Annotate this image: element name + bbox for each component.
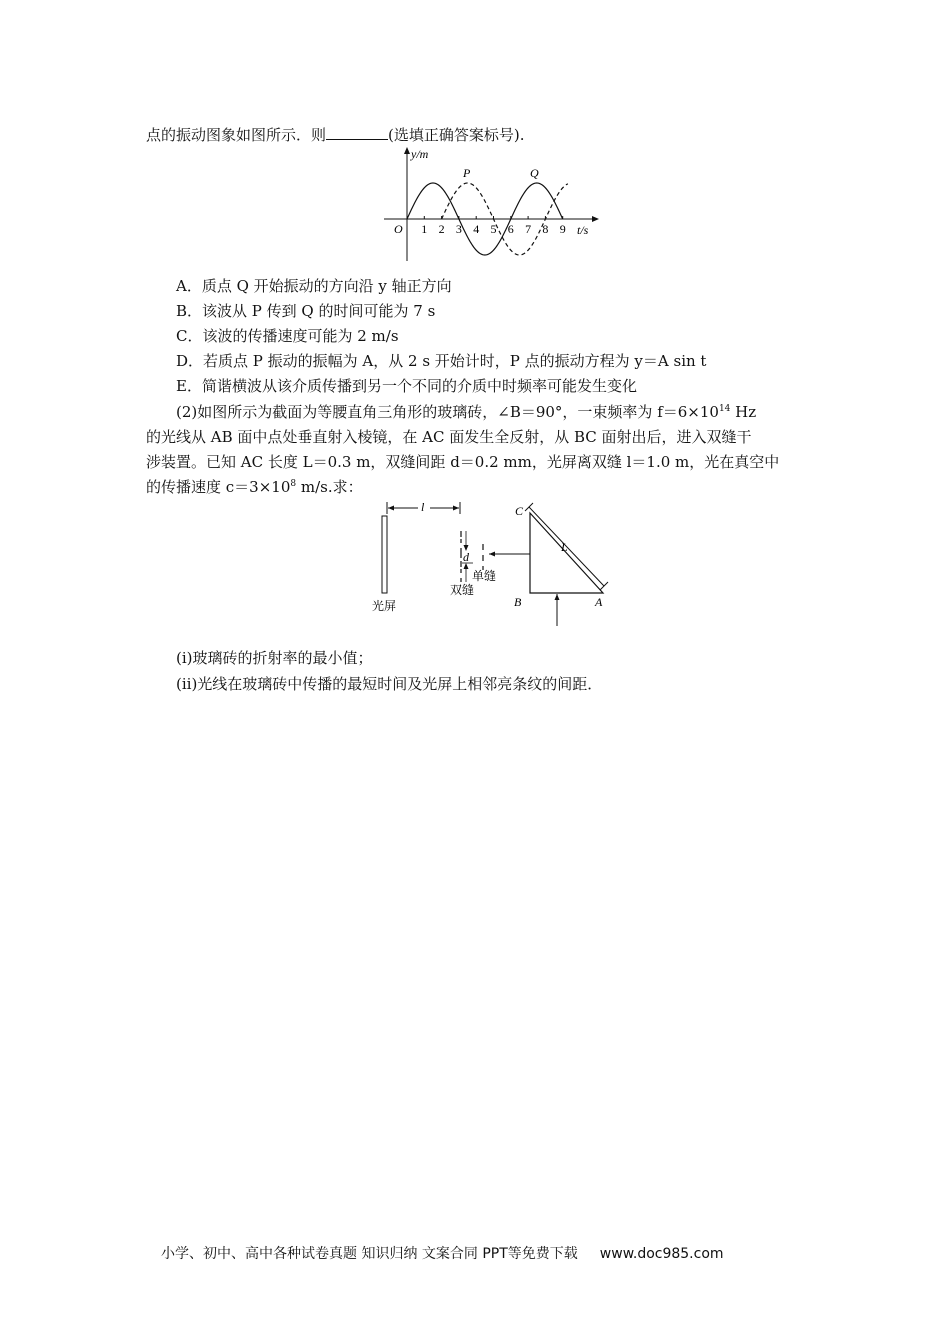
incident-ray-arrow: [555, 594, 560, 600]
vertex-b-label: B: [514, 595, 522, 609]
part2-line-4: [146, 476, 363, 498]
footer-url[interactable]: www.doc985.com: [599, 1246, 724, 1262]
tick-label-9: 9: [559, 222, 566, 236]
intro-line: [146, 124, 525, 146]
curve-label-q: Q: [530, 166, 539, 180]
tick-label-3: 3: [455, 222, 462, 236]
part2-line-1: [176, 401, 756, 423]
part2-line-2: 的光线从 AB 面中点处垂直射入棱镜，在 AC 面发生全反射，从 BC 面射出后，进入双缝干: [146, 428, 752, 446]
t-axis-label: t/s: [577, 223, 589, 237]
screen-label: 光屏: [372, 599, 397, 613]
question-ii: (ⅱ)光线在玻璃砖中传播的最短时间及光屏上相邻亮条纹的间距．: [176, 675, 603, 693]
double-slit-label: 双缝: [450, 583, 475, 597]
light-ray-arrow: [489, 552, 495, 557]
page-footer: [161, 1243, 724, 1263]
question-i: (ⅰ)玻璃砖的折射率的最小值；: [176, 649, 373, 667]
tick-label-7: 7: [525, 222, 532, 236]
tick-label-2: 2: [438, 222, 445, 236]
t-axis-arrow: [592, 216, 599, 222]
y-axis-arrow: [404, 147, 410, 154]
tick-label-1: 1: [421, 222, 428, 236]
part2-line-4-unit: m/s.求：: [296, 478, 363, 496]
answer-blank: [326, 125, 388, 140]
prism-double-slit-diagram: [355, 498, 625, 633]
tick-label-5: 5: [490, 222, 497, 236]
l-label: l: [421, 500, 425, 514]
y-axis-label: y/m: [411, 147, 429, 161]
l-arrow-right: [453, 506, 459, 511]
option-a: A．质点 Q 开始振动的方向沿 y 轴正方向: [176, 277, 452, 295]
option-c: C．该波的传播速度可能为 2 m/s: [176, 327, 399, 345]
intro-hint: (选填正确答案标号).: [388, 126, 525, 144]
intro-text: 点的振动图象如图所示．则: [146, 126, 327, 144]
vertex-c-label: C: [515, 504, 524, 518]
d-label: d: [463, 550, 469, 564]
part2-line-1-unit: Hz: [730, 403, 757, 421]
part2-line-4-text: 的传播速度 c＝3×10: [146, 478, 291, 496]
option-b: B．该波从 P 传到 Q 的时间可能为 7 s: [176, 302, 436, 320]
light-speed-exponent: 8: [290, 479, 297, 489]
tick-label-6: 6: [507, 222, 514, 236]
tick-label-8: 8: [542, 222, 549, 236]
curve-label-p: P: [463, 166, 471, 180]
part2-line-3: 涉装置。已知 AC 长度 L＝0.3 m，双缝间距 d＝0.2 mm，光屏离双缝 l＝1.0 m，光在真空中: [146, 453, 780, 471]
light-screen: [382, 516, 387, 593]
option-e: E．简谐横波从该介质传播到另一个不同的介质中时频率可能发生变化: [176, 377, 637, 395]
l-arrow-left: [388, 506, 394, 511]
origin-label: O: [394, 222, 403, 236]
frequency-exponent: 14: [718, 404, 731, 414]
vibration-graph: [380, 145, 600, 267]
single-slit-label: 单缝: [472, 569, 497, 583]
tick-label-4: 4: [473, 222, 480, 236]
footer-text: 小学、初中、高中各种试卷真题 知识归纳 文案合同 PPT等免费下载: [161, 1246, 578, 1262]
L-label: L: [561, 540, 568, 554]
option-d: D．若质点 P 振动的振幅为 A，从 2 s 开始计时，P 点的振动方程为 y＝A sin t: [176, 352, 707, 370]
vertex-a-label: A: [595, 595, 603, 609]
part2-line-1-text: (2)如图所示为截面为等腰直角三角形的玻璃砖，∠B＝90°，一束频率为 f＝6×10: [176, 403, 719, 421]
